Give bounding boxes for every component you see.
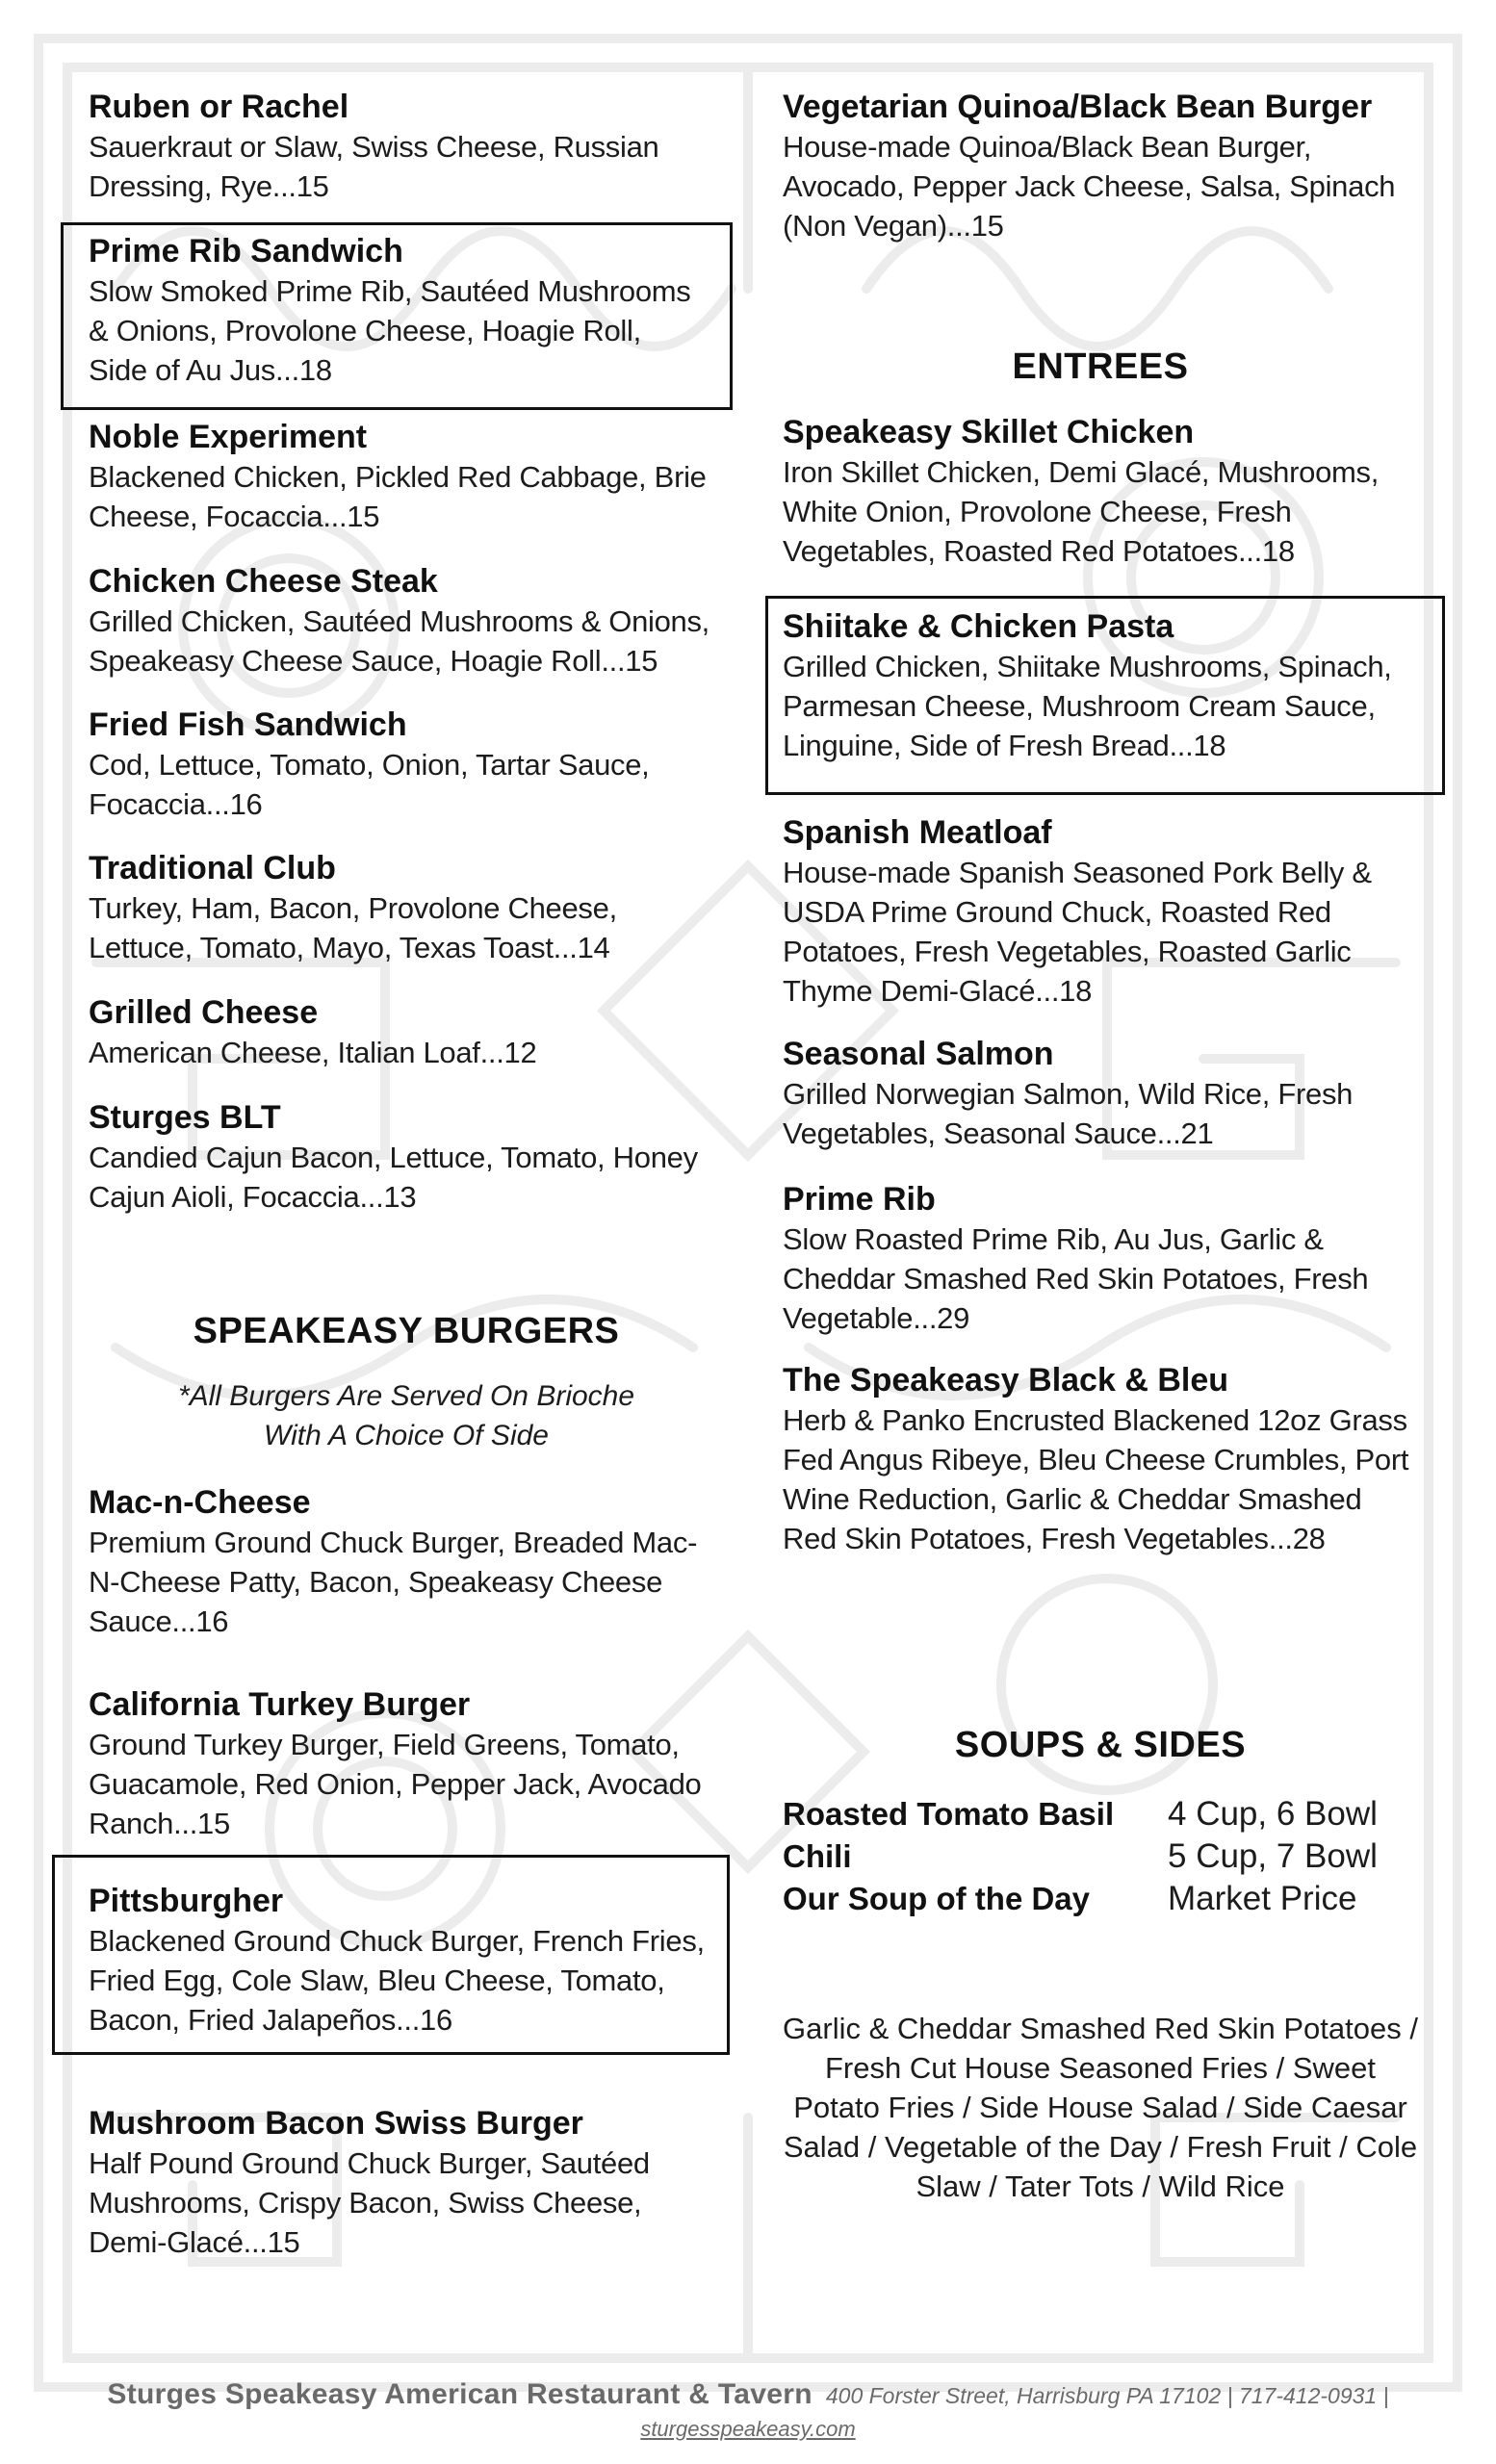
menu-item [783,812,1418,1011]
soup-price: 4 Cup, 6 Bowl [1168,1795,1378,1833]
menu-item [783,87,1418,245]
menu-item [89,1881,724,2040]
website-link[interactable]: sturgesspeakeasy.com [640,2417,856,2441]
menu-item [89,1097,724,1217]
soup-name: Our Soup of the Day [783,1881,1091,1916]
section-heading-entrees: ENTREES [1012,346,1189,387]
item-description: Herb & Panko Encrusted Blackened 12oz Grass Fed Angus Ribeye, Bleu Cheese Crumbles, Port Wine Reduction, Garlic & Cheddar Smashed Red Skin Potatoes, Fresh Vegetables...28 [783,1403,1409,1555]
burgers-note [89,1376,724,1455]
soup-price: Market Price [1168,1880,1357,1917]
soup-name: Roasted Tomato Basil [783,1796,1115,1832]
item-name: Noble Experiment [89,419,368,455]
soup-row [783,1878,1418,1920]
item-name: Sturges BLT [89,1099,281,1136]
burgers-note-line: *All Burgers Are Served On Brioche [177,1380,635,1412]
menu-item [783,1179,1418,1338]
section-heading-burgers: SPEAKEASY BURGERS [193,1311,620,1351]
item-description: Candied Cajun Bacon, Lettuce, Tomato, Honey Cajun Aioli, Focaccia...13 [89,1141,698,1214]
item-name: Fried Fish Sandwich [89,706,407,743]
item-description: Grilled Norwegian Salmon, Wild Rice, Fresh Vegetables, Seasonal Sauce...21 [783,1077,1354,1150]
item-name: Speakeasy Skillet Chicken [783,414,1195,450]
soup-price: 5 Cup, 7 Bowl [1168,1837,1378,1875]
footer-line [0,2375,1496,2415]
item-name: Pittsburgher [89,1883,284,1919]
item-description: Grilled Chicken, Sautéed Mushrooms & Onions, Speakeasy Cheese Sauce, Hoagie Roll...15 [89,604,709,678]
item-name: Prime Rib [783,1181,936,1218]
item-name: Ruben or Rachel [89,89,349,125]
item-description: Slow Smoked Prime Rib, Sautéed Mushrooms & Onions, Provolone Cheese, Hoagie Roll, Side of Au Jus...18 [89,274,691,387]
restaurant-name: Sturges Speakeasy American Restaurant & Tavern [107,2378,812,2410]
item-description: Turkey, Ham, Bacon, Provolone Cheese, Lettuce, Tomato, Mayo, Texas Toast...14 [89,891,617,964]
burgers-note-line: With A Choice Of Side [264,1420,549,1451]
item-description: American Cheese, Italian Loaf...12 [89,1036,537,1069]
menu-item [89,87,724,206]
menu-item [89,561,724,680]
item-name: Traditional Club [89,850,336,886]
item-name: The Speakeasy Black & Bleu [783,1362,1229,1399]
menu-item [783,1034,1418,1153]
item-description: Half Pound Ground Chuck Burger, Sautéed Mushrooms, Crispy Bacon, Swiss Cheese, Demi-Glacé...15 [89,2146,650,2259]
item-name: Spanish Meatloaf [783,814,1052,851]
menu-item [89,848,724,967]
item-description: Ground Turkey Burger, Field Greens, Tomato, Guacamole, Red Onion, Pepper Jack, Avocado Ranch...15 [89,1728,702,1840]
soup-row [783,1835,1418,1878]
footer [0,2375,1496,2444]
item-description: Iron Skillet Chicken, Demi Glacé, Mushrooms, White Onion, Provolone Cheese, Fresh Vegetables, Roasted Red Potatoes...18 [783,455,1380,568]
menu-item [89,417,724,536]
item-name: Mushroom Bacon Swiss Burger [89,2105,583,2142]
menu-item [89,705,724,824]
menu-item [89,1482,724,1641]
item-description: Premium Ground Chuck Burger, Breaded Mac-N-Cheese Patty, Bacon, Speakeasy Cheese Sauce...16 [89,1526,698,1638]
item-description: Slow Roasted Prime Rib, Au Jus, Garlic & Cheddar Smashed Red Skin Potatoes, Fresh Vegetable...29 [783,1222,1369,1335]
item-name: Shiitake & Chicken Pasta [783,608,1174,645]
item-description: House-made Spanish Seasoned Pork Belly & USDA Prime Ground Chuck, Roasted Red Potatoes, Fresh Vegetables, Roasted Garlic Thyme Demi-Glacé...18 [783,856,1372,1008]
menu-item [89,2103,724,2262]
item-name: Mac-n-Cheese [89,1484,311,1521]
menu-item [89,231,705,390]
item-description: Cod, Lettuce, Tomato, Onion, Tartar Sauce, Focaccia...16 [89,748,650,821]
item-description: Blackened Ground Chuck Burger, French Fries, Fried Egg, Cole Slaw, Bleu Cheese, Tomato, Bacon, Fried Jalapeños...16 [89,1924,705,2037]
soup-row [783,1793,1418,1835]
soup-name: Chili [783,1838,852,1874]
soups-table [783,1793,1418,1920]
item-description: House-made Quinoa/Black Bean Burger, Avocado, Pepper Jack Cheese, Salsa, Spinach (Non Vegan)...15 [783,130,1396,243]
section-heading-soups: SOUPS & SIDES [954,1725,1247,1765]
sides-list: Garlic & Cheddar Smashed Red Skin Potatoes / Fresh Cut House Seasoned Fries / Sweet Potato Fries / Side House Salad / Side Caesar Salad / Vegetable of the Day / Fresh Fruit / Cole Slaw / Tater Tots / Wild Rice [783,2012,1418,2203]
item-name: California Turkey Burger [89,1686,471,1723]
menu-item [89,1684,724,1843]
menu-item [783,1360,1418,1558]
item-name: Prime Rib Sandwich [89,233,403,270]
menu-item [783,412,1418,571]
item-description: Grilled Chicken, Shiitake Mushrooms, Spinach, Parmesan Cheese, Mushroom Cream Sauce, Linguine, Side of Fresh Bread...18 [783,650,1392,762]
menu-item [783,606,1399,765]
menu-item [89,992,724,1072]
item-name: Seasonal Salmon [783,1036,1054,1072]
item-name: Grilled Cheese [89,994,319,1031]
item-name: Vegetarian Quinoa/Black Bean Burger [783,89,1373,125]
restaurant-address: 400 Forster Street, Harrisburg PA 17102 | 717-412-0931 | [825,2383,1389,2408]
item-name: Chicken Cheese Steak [89,563,438,600]
item-description: Sauerkraut or Slaw, Swiss Cheese, Russian Dressing, Rye...15 [89,130,659,203]
item-description: Blackened Chicken, Pickled Red Cabbage, Brie Cheese, Focaccia...15 [89,460,707,533]
